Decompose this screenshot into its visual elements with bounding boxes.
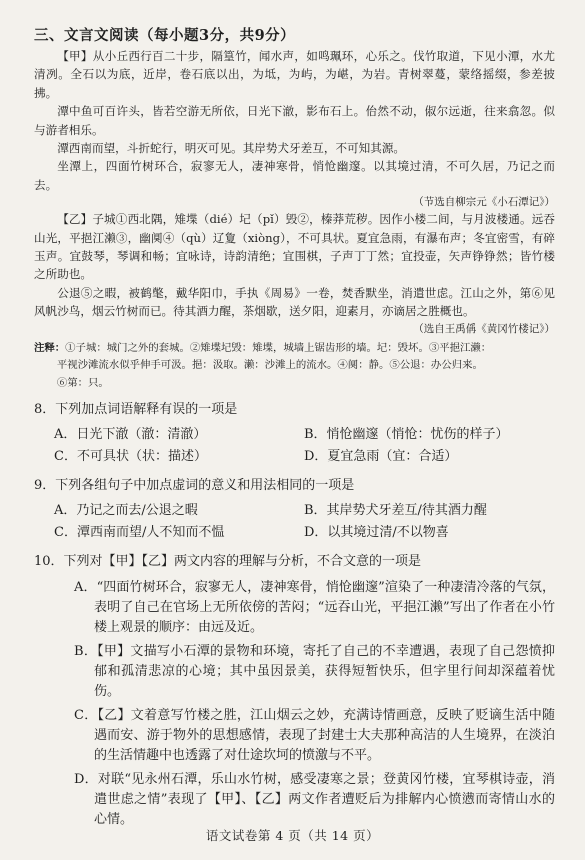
question-8-options bbox=[34, 424, 555, 468]
passage-a-paragraph-3: 潭西南而望，斗折蛇行，明灭可见。其岸势犬牙差互，不可知其源。 bbox=[57, 141, 406, 156]
annotation-text-1: ①子城：城门之外的套城。②雉堞圮毁：雉堞，城墙上锯齿形的墙。圮：毁坏。③平挹江濑： bbox=[65, 341, 492, 354]
question-8 bbox=[34, 400, 555, 468]
passage-b-source: （选自王禹偁《黄冈竹楼记》） bbox=[413, 322, 555, 335]
annotation-line-1 bbox=[34, 340, 555, 358]
section-score-note: （每小题3分，共9分） bbox=[139, 27, 296, 44]
question-9-option-d[interactable]: D．以其境过清/不以物喜 bbox=[304, 525, 449, 541]
question-9-option-a[interactable]: A．乃记之而去/公退之暇 bbox=[54, 503, 198, 519]
question-9-options bbox=[34, 500, 555, 544]
question-9-option-c[interactable]: C．潭西南而望/人不知而不愠 bbox=[54, 525, 225, 541]
annotation-line-2: 平视沙滩流水似乎伸手可汲。挹：汲取。濑：沙滩上的流水。④阒：静。⑤公退：办公归来。 bbox=[56, 359, 483, 372]
question-8-option-c[interactable]: C．不可具状（状：描述） bbox=[54, 449, 207, 465]
question-10-option-a[interactable]: A．“四面竹树环合，寂寥无人，凄神寒骨，悄怆幽邃”渲染了一种凄清冷落的气氛，表明了自己在官场上无所依傍的苦闷；“远吞山光，平挹江濑”写出了作者在小竹楼上观景的顺序：由远及近。 bbox=[74, 580, 555, 636]
passage-b-paragraph-1: 【乙】子城①西北隅，雉堞（dié）圮（pǐ）毁②，榛莽荒秽。因作小楼二间，与月波楼通。远吞山光，平挹江濑③，幽阒④（qù）辽夐（xiòng），不可具状。夏宜急雨，有瀑布声；冬宜密雪，有碎玉声。宜鼓琴，琴调和畅；宜咏诗，诗韵清绝；宜围棋，子声丁丁然；宜投壶，矢声铮铮然；皆竹楼之所助也。 bbox=[34, 212, 555, 282]
question-8-option-d[interactable]: D．夏宜急雨（宜：合适） bbox=[304, 449, 458, 465]
question-10-option-d[interactable]: D．对联“见永州石潭，乐山水竹树，感受凄寒之景；登黄冈竹楼，宜琴棋诗壶，消遣世虑之情”表现了【甲】、【乙】两文作者遭贬后为排解内心愤懑而寄情山水的心情。 bbox=[74, 772, 555, 828]
question-8-option-b[interactable]: B．悄怆幽邃（悄怆：忧伤的样子） bbox=[304, 427, 509, 443]
annotation-label: 注释： bbox=[34, 341, 66, 354]
question-9 bbox=[34, 476, 555, 544]
annotation-line-3: ⑥第：只。 bbox=[56, 376, 109, 389]
question-8-option-a[interactable]: A．日光下澈（澈：清澈） bbox=[54, 427, 207, 443]
question-9-option-b[interactable]: B．其岸势犬牙差互/待其酒力醒 bbox=[304, 503, 487, 519]
question-10-option-b[interactable]: B．【甲】文描写小石潭的景物和环境，寄托了自己的不幸遭遇，表现了自己怨愤抑郁和孤清悲凉的心境；其中虽因景美，获得短暂快乐，但字里行间却深蕴着忧伤。 bbox=[74, 644, 555, 700]
page-footer: 语文试卷第 4 页（共 14 页） bbox=[205, 828, 380, 843]
annotations bbox=[34, 340, 555, 393]
question-10 bbox=[34, 552, 555, 830]
passage-a-paragraph-4: 坐潭上，四面竹树环合，寂寥无人，凄神寒骨，悄怆幽邃。以其境过清，不可久居，乃记之而去。 bbox=[34, 159, 555, 192]
section-heading bbox=[34, 24, 555, 45]
passage-a-paragraph-1: 【甲】从小丘西行百二十步，隔篁竹，闻水声，如鸣珮环，心乐之。伐竹取道，下见小潭，水尤清冽。全石以为底，近岸，卷石底以出，为坻，为屿，为嵁，为岩。青树翠蔓，蒙络摇缀，参差披拂。 bbox=[34, 49, 555, 100]
question-9-stem: 9．下列各组句子中加点虚词的意义和用法相同的一项是 bbox=[34, 478, 355, 494]
question-10-stem: 10．下列对【甲】【乙】两文内容的理解与分析，不合文意的一项是 bbox=[34, 554, 422, 570]
passage-b bbox=[34, 210, 555, 336]
question-8-stem: 8．下列加点词语解释有误的一项是 bbox=[34, 402, 238, 418]
passage-a-source: （节选自柳宗元《小石潭记》） bbox=[413, 196, 555, 209]
section-title: 三、文言文阅读 bbox=[34, 27, 139, 44]
passage-a-paragraph-2: 潭中鱼可百许头，皆若空游无所依，日光下澈，影布石上。佁然不动，俶尔远逝，往来翕忽。似与游者相乐。 bbox=[34, 104, 555, 137]
question-10-option-c[interactable]: C．【乙】文着意写竹楼之胜，江山烟云之妙，充满诗情画意，反映了贬谪生活中随遇而安、游于物外的思想感情，表现了封建士大夫那种高洁的人生境界，在淡泊的生活情趣中也透露了对仕途坎坷的愤激与不平。 bbox=[74, 708, 555, 764]
passage-b-paragraph-2: 公退⑤之暇，被鹤氅，戴华阳巾，手执《周易》一卷，焚香默坐，消遣世虑。江山之外，第⑥见风帆沙鸟，烟云竹树而已。待其酒力醒，茶烟歇，送夕阳，迎素月，亦谪居之胜概也。 bbox=[34, 285, 555, 319]
passage-a bbox=[34, 47, 555, 210]
